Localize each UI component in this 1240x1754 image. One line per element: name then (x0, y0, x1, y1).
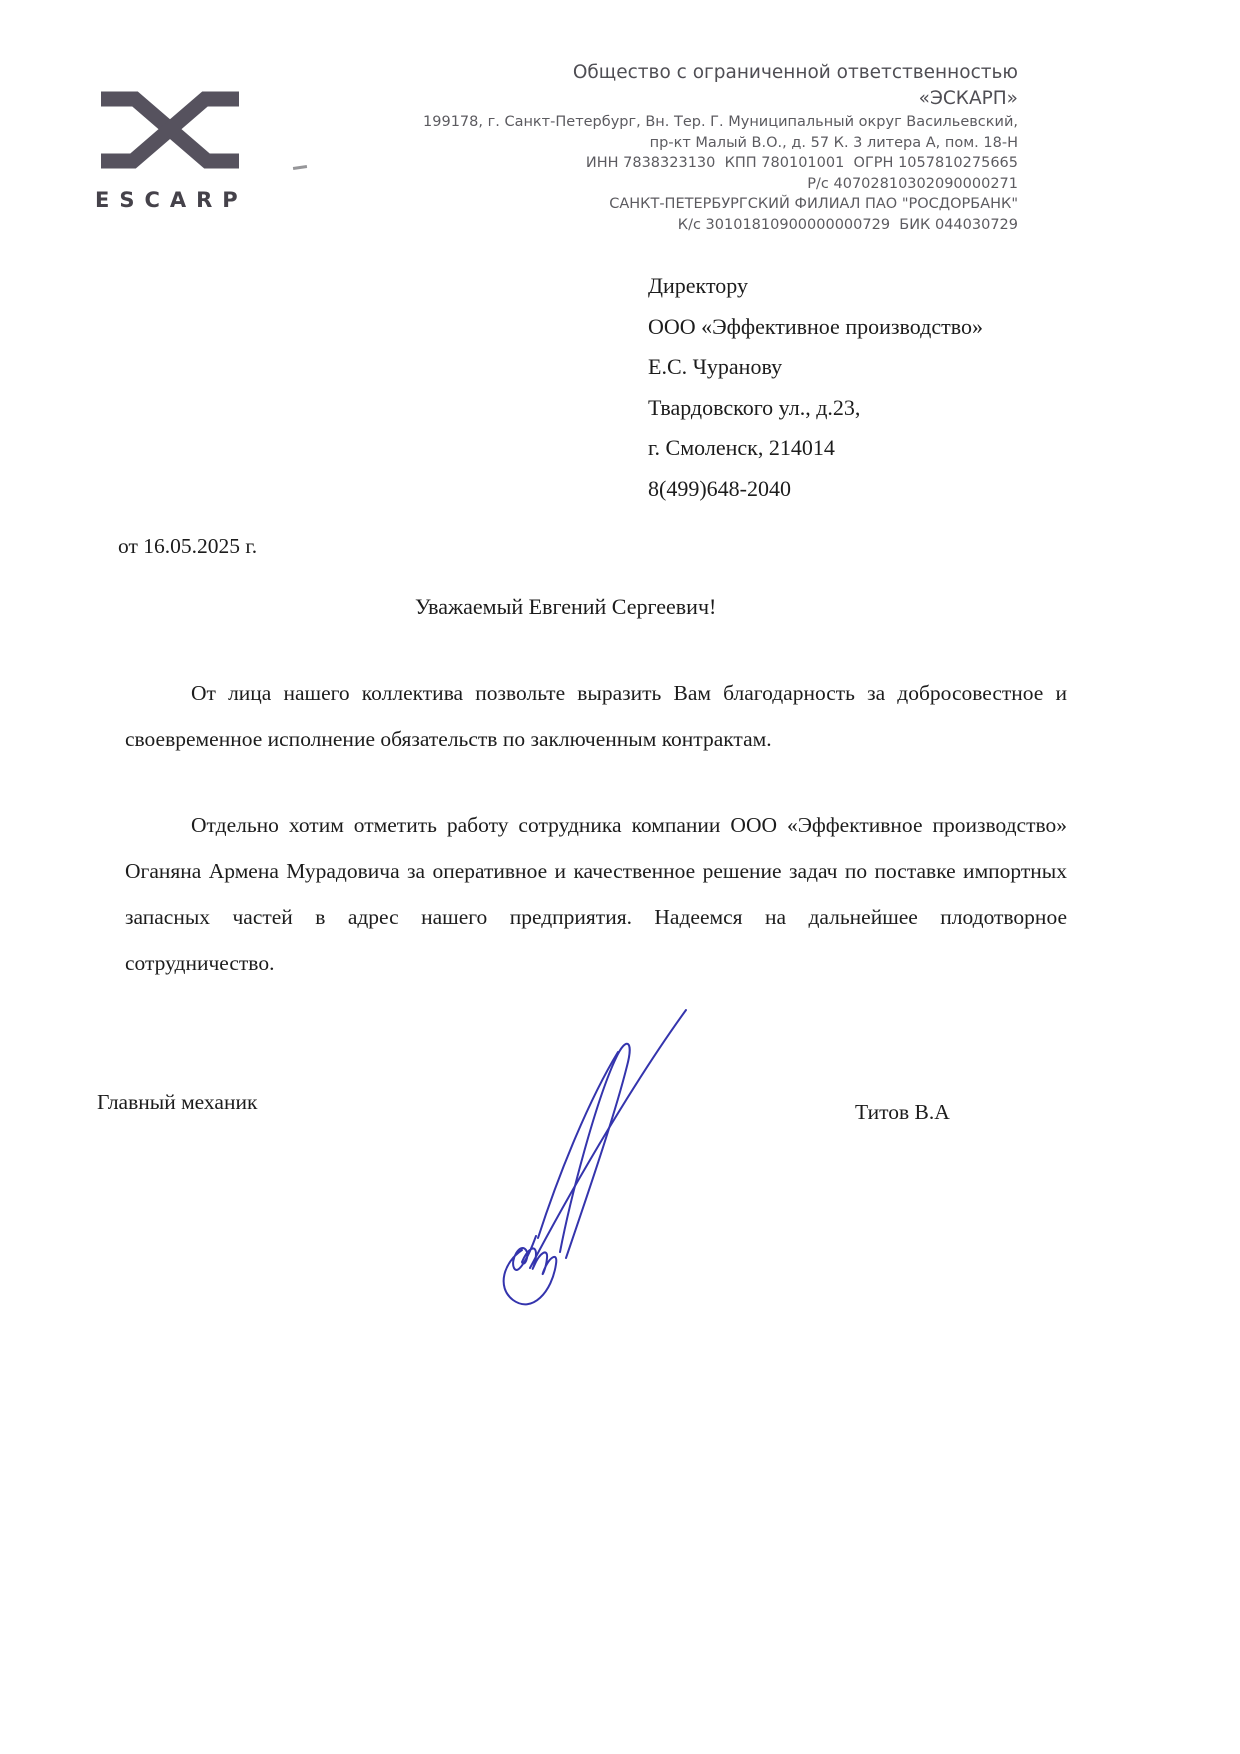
recipient-person: Е.С. Чуранову (648, 354, 783, 379)
company-logo (95, 86, 248, 212)
body-paragraph-2: Отдельно хотим отметить работу сотрудника компании ООО «Эффективное производство» Оганяна Армена Мурадовича за оперативное и качественное решение задач по поставке импортных запасных частей в адрес нашего предприятия. Надеемся на дальнейшее плодотворное сотрудничество. (125, 813, 1067, 975)
escarp-x-logo-icon (95, 86, 245, 174)
corr-account-bik-line: К/с 30101810900000000729 БИК 044030729 (677, 216, 1018, 233)
handwritten-signature (468, 1000, 708, 1320)
recipient-city: г. Смоленск, 214014 (648, 435, 835, 460)
recipient-title: Директору (648, 273, 748, 298)
address-line1: 199178, г. Санкт-Петербург, Вн. Тер. Г. Муниципальный округ Васильевский, (423, 114, 1018, 130)
settlement-account-line: Р/с 40702810302090000271 (807, 175, 1018, 192)
company-requisites (358, 60, 1018, 235)
recipient-block (648, 266, 983, 509)
letter-date: от 16.05.2025 г. (118, 534, 258, 558)
salutation: Уважаемый Евгений Сергеевич! (415, 594, 717, 619)
org-name-line2: «ЭСКАРП» (918, 88, 1018, 109)
scan-artifact (293, 165, 307, 170)
bank-name-line: САНКТ-ПЕТЕРБУРГСКИЙ ФИЛИАЛ ПАО "РОСДОРБАНК" (609, 196, 1018, 212)
body-paragraph-1: От лица нашего коллектива позвольте выразить Вам благодарность за добросовестное и своевременное исполнение обязательств по заключенным контрактам. (125, 681, 1067, 751)
recipient-street: Твардовского ул., д.23, (648, 394, 861, 420)
inn-kpp-ogrn-line: ИНН 7838323130 КПП 780101001 ОГРН 1057810275665 (585, 155, 1018, 171)
escarp-wordmark: ESCARP (95, 188, 248, 212)
org-name-line1: Общество с ограниченной ответственностью (572, 62, 1018, 83)
signer-position: Главный механик (97, 1090, 258, 1114)
recipient-phone: 8(499)648-2040 (648, 475, 791, 501)
address-line2: пр-кт Малый В.О., д. 57 К. 3 литера А, пом. 18-Н (649, 134, 1018, 151)
signer-name: Титов В.А (855, 1100, 950, 1124)
recipient-company: ООО «Эффективное производство» (648, 313, 983, 339)
